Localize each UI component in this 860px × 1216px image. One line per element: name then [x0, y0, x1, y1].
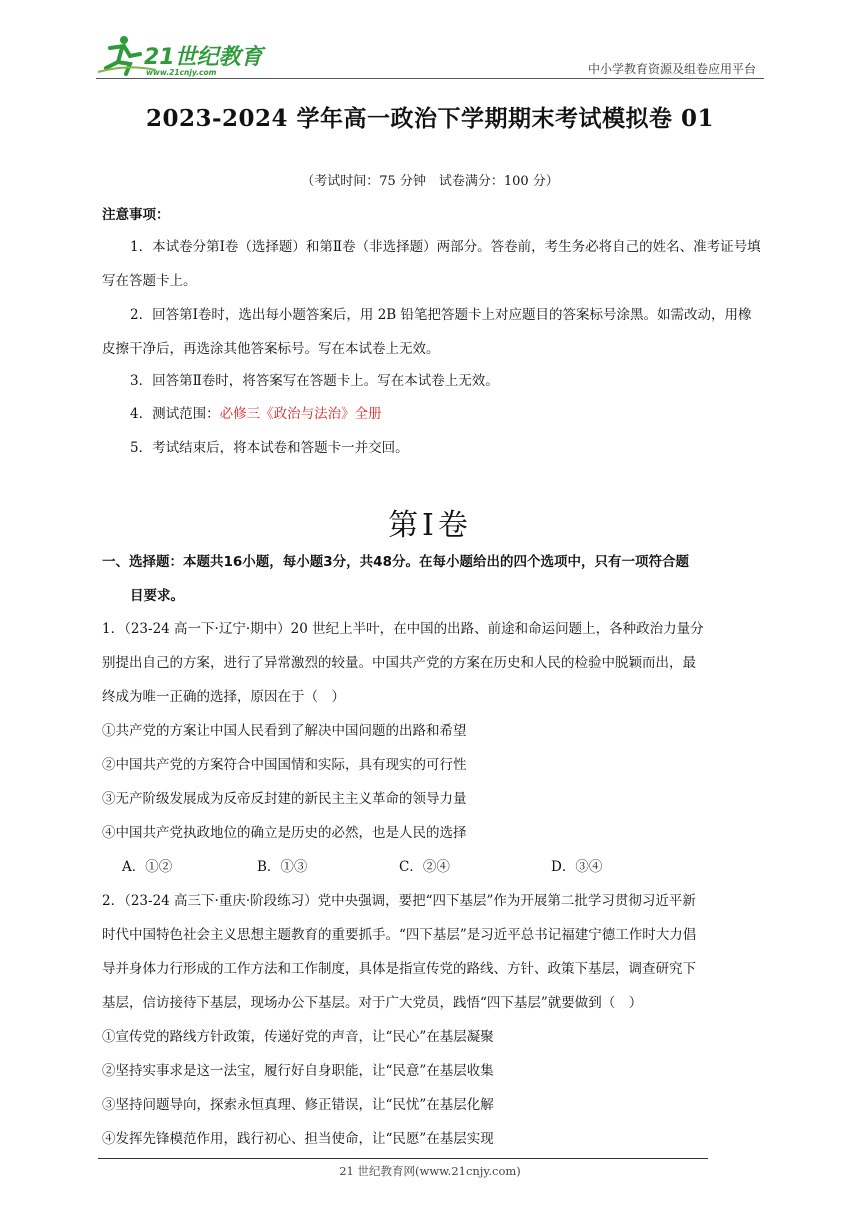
q2-line-2: 时代中国特色社会主义思想主题教育的重要抓手。“四下基层”是习近平总书记福建宁德工作时大力倡 [102, 927, 697, 943]
note-item-4-prefix: 4．测试范围： [130, 406, 220, 422]
note-item-2: 2．回答第Ⅰ卷时，选出每小题答案后，用 2B 铅笔把答题卡上对应题目的答案标号涂黑。如需改动，用橡皮擦干净后，再选涂其他答案标号。写在本试卷上无效。 [102, 307, 752, 357]
logo-text: 21世纪教育 [144, 45, 263, 70]
q2-statement-2: ②坚持实事求是这一法宝，履行好自身职能，让“民意”在基层收集 [102, 1063, 494, 1079]
section-instructions-line-2: 目要求。 [130, 588, 184, 604]
q2-statement-3: ③坚持问题导向，探索永恒真理、修正错误，让“民忧”在基层化解 [102, 1097, 494, 1113]
runner-logo-icon [96, 34, 266, 78]
note-item-5: 5．考试结束后，将本试卷和答题卡一并交回。 [130, 440, 409, 456]
q1-option-d[interactable]: D．③④ [551, 859, 603, 875]
q2-statement-4: ④发挥先锋模范作用，践行初心、担当使命，让“民愿”在基层实现 [102, 1131, 494, 1147]
page-header [96, 30, 764, 80]
section-title: 第Ⅰ卷 [388, 508, 472, 543]
q2-statement-1: ①宣传党的路线方针政策，传递好党的声音，让“民心”在基层凝聚 [102, 1029, 494, 1045]
q2-line-4: 基层，信访接待下基层，现场办公下基层。对于广大党员，践悟“四下基层”就要做到（ ） [102, 995, 643, 1011]
header-divider [96, 78, 764, 79]
logo-url: www.21cnjy.com [146, 68, 217, 77]
q1-statement-1: ①共产党的方案让中国人民看到了解决中国问题的出路和希望 [102, 723, 467, 739]
logo [96, 34, 266, 78]
q1-option-a[interactable]: A．①② [122, 859, 173, 875]
note-item-1: 1．本试卷分第Ⅰ卷（选择题）和第Ⅱ卷（非选择题）两部分。答卷前，考生务必将自己的姓名、准考证号填写在答题卡上。 [102, 239, 761, 289]
q2-line-1: 2．（23-24 高三下·重庆·阶段练习）党中央强调，要把“四下基层”作为开展第二批学习贯彻习近平新 [102, 893, 696, 909]
note-item-3: 3．回答第Ⅱ卷时，将答案写在答题卡上。写在本试卷上无效。 [130, 373, 499, 389]
platform-name: 中小学教育资源及组卷应用平台 [587, 62, 756, 76]
note-item-4 [102, 397, 762, 431]
section-instructions [102, 545, 767, 613]
footer-divider [98, 1158, 708, 1159]
exam-title: 2023-2024 学年高一政治下学期期末考试模拟卷 01 [145, 105, 715, 132]
section-instructions-line-1: 一、选择题：本题共16小题，每小题3分，共48分。在每小题给出的四个选项中，只有一项符合题 [102, 554, 689, 570]
q1-statement-2: ②中国共产党的方案符合中国国情和实际，具有现实的可行性 [102, 757, 467, 773]
q1-line-1: 1．（23-24 高一下·辽宁·期中）20 世纪上半叶，在中国的出路、前途和命运问题上，各种政治力量分 [102, 621, 704, 637]
page-footer[interactable]: 21 世纪教育网(www.21cnjy.com) [339, 1164, 521, 1178]
test-scope: 必修三《政治与法治》全册 [219, 406, 382, 422]
q1-line-2: 别提出自己的方案，进行了异常激烈的较量。中国共产党的方案在历史和人民的检验中脱颖而出，最 [102, 655, 696, 671]
q1-option-b[interactable]: B．①③ [257, 859, 308, 875]
q1-statement-3: ③无产阶级发展成为反帝反封建的新民主主义革命的领导力量 [102, 791, 467, 807]
notes-heading: 注意事项： [102, 207, 170, 223]
exam-meta: （考试时间：75 分钟 试卷满分：100 分） [301, 174, 559, 189]
q1-options [122, 850, 602, 884]
q1-line-3: 终成为唯一正确的选择，原因在于（ ） [102, 689, 345, 705]
q2-line-3: 导并身体力行形成的工作方法和工作制度，具体是指宣传党的路线、方针、政策下基层，调查研究下 [102, 961, 696, 977]
q1-option-c[interactable]: C．②④ [399, 859, 450, 875]
q1-statement-4: ④中国共产党执政地位的确立是历史的必然，也是人民的选择 [102, 825, 467, 841]
